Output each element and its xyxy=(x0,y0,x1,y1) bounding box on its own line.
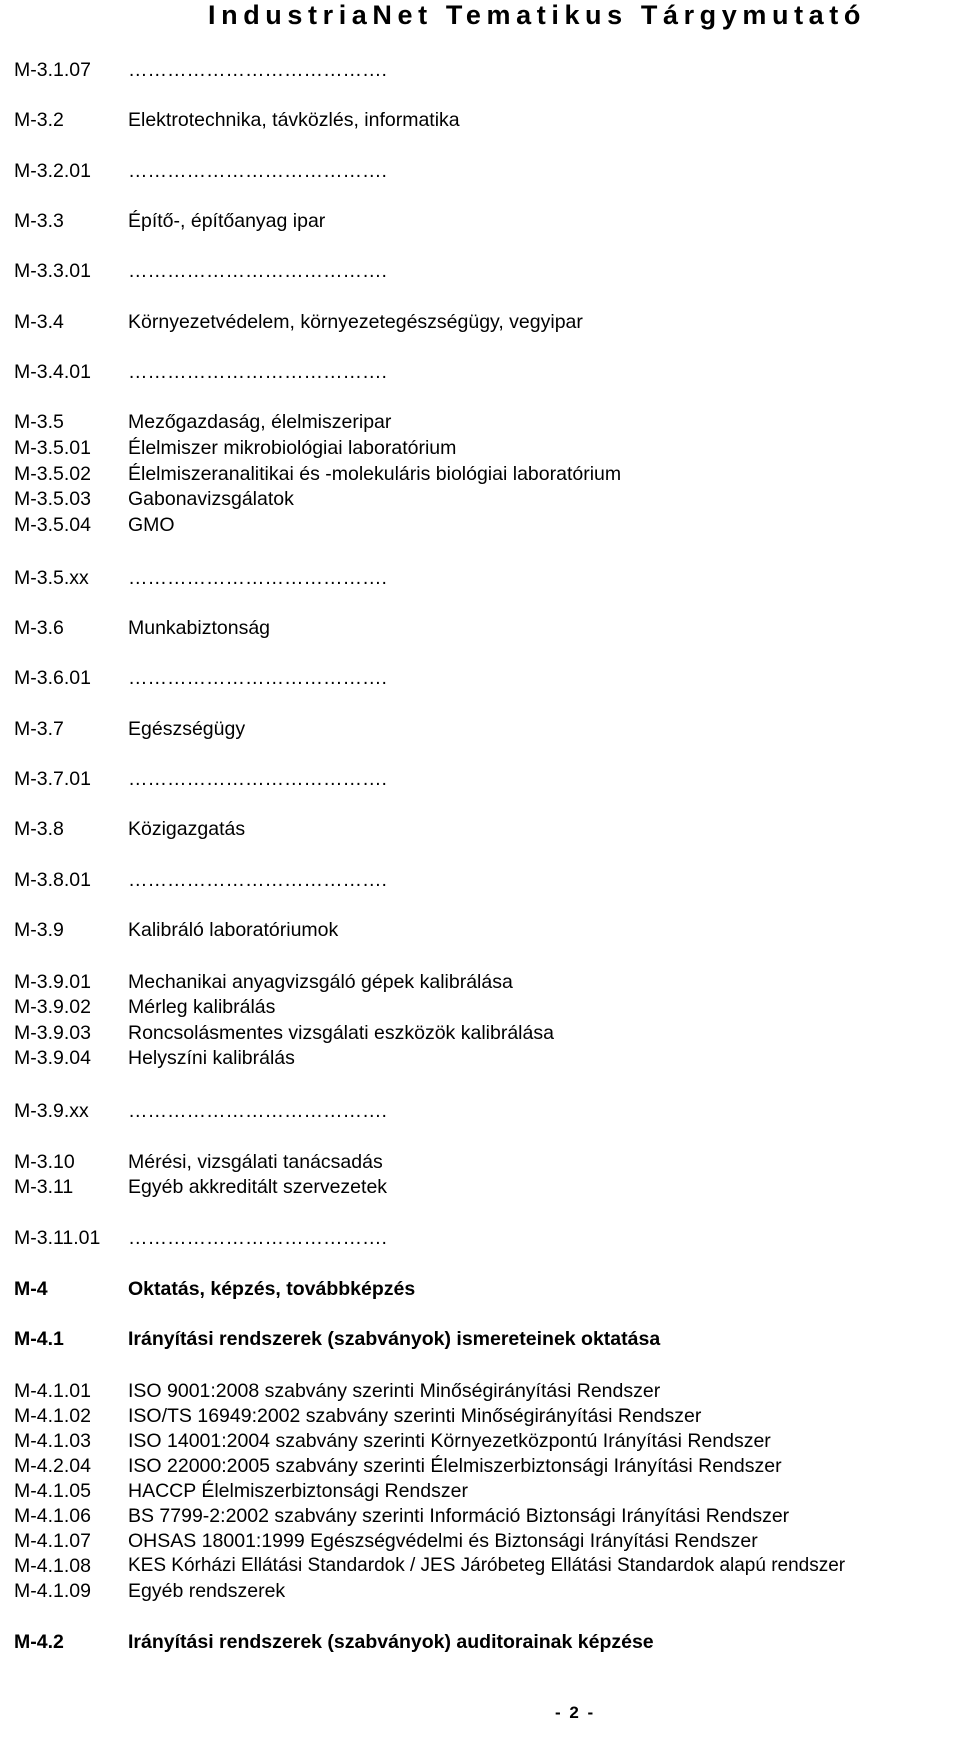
entry-code: M-3.7.01 xyxy=(14,768,91,790)
entry-code: M-3.4.01 xyxy=(14,361,91,383)
entry-code: M-3.9.04 xyxy=(14,1047,91,1069)
entry-text: …………………………………. xyxy=(128,160,387,182)
entry-text: Építő-, építőanyag ipar xyxy=(128,210,326,232)
entry-code: M-3.5 xyxy=(14,411,64,433)
entry-code: M-3.7 xyxy=(14,718,64,740)
entry-code: M-3.9.02 xyxy=(14,996,91,1018)
entry-code: M-3.4 xyxy=(14,311,64,333)
entry-code: M-4.1.06 xyxy=(14,1505,91,1527)
entry-code: M-3.9.01 xyxy=(14,971,91,993)
entry-text: …………………………………. xyxy=(128,59,387,81)
entry-code: M-3.2.01 xyxy=(14,160,91,182)
entry-text: Irányítási rendszerek (szabványok) auditorainak képzése xyxy=(128,1631,654,1653)
entry-text: ISO/TS 16949:2002 szabvány szerinti Minőségirányítási Rendszer xyxy=(128,1405,702,1427)
entry-code: M-3.9.03 xyxy=(14,1022,91,1044)
entry-text: Mérési, vizsgálati tanácsadás xyxy=(128,1151,383,1173)
entry-text: Irányítási rendszerek (szabványok) ismereteinek oktatása xyxy=(128,1328,661,1350)
entry-text: BS 7799-2:2002 szabvány szerinti Információ Biztonsági Irányítási Rendszer xyxy=(128,1505,790,1527)
entry-text: …………………………………. xyxy=(128,1100,387,1122)
entry-text: HACCP Élelmiszerbiztonsági Rendszer xyxy=(128,1480,468,1502)
entry-code: M-4.1.03 xyxy=(14,1430,91,1452)
entry-text: Egyéb akkreditált szervezetek xyxy=(128,1176,388,1198)
entry-text: ISO 9001:2008 szabvány szerinti Minőségirányítási Rendszer xyxy=(128,1380,661,1402)
entry-text: Elektrotechnika, távközlés, informatika xyxy=(128,109,460,131)
entry-code: M-3.11 xyxy=(14,1176,74,1198)
page-number: - 2 - xyxy=(555,1703,596,1722)
entry-code: M-3.1.07 xyxy=(14,59,91,81)
entry-code: M-4.1.09 xyxy=(14,1580,91,1602)
entry-code: M-4.2.04 xyxy=(14,1455,91,1477)
entry-text: OHSAS 18001:1999 Egészségvédelmi és Biztonsági Irányítási Rendszer xyxy=(128,1530,758,1552)
entry-text: …………………………………. xyxy=(128,768,387,790)
entry-code: M-4.1.08 xyxy=(14,1555,91,1577)
entry-code: M-4 xyxy=(14,1278,48,1300)
entry-code: M-4.1.05 xyxy=(14,1480,91,1502)
entry-text: …………………………………. xyxy=(128,667,387,689)
entry-text: Munkabiztonság xyxy=(128,617,271,639)
entry-text: Élelmiszer mikrobiológiai laboratórium xyxy=(128,437,457,459)
entry-text: …………………………………. xyxy=(128,567,387,589)
entry-text: …………………………………. xyxy=(128,260,387,282)
entry-text: Kalibráló laboratóriumok xyxy=(128,919,339,941)
entry-code: M-3.9 xyxy=(14,919,64,941)
entry-code: M-3.5.03 xyxy=(14,488,91,510)
entry-text: …………………………………. xyxy=(128,1227,387,1249)
entry-text: Helyszíni kalibrálás xyxy=(128,1047,295,1069)
entry-code: M-3.8.01 xyxy=(14,869,91,891)
page-title: IndustriaNet Tematikus Tárgymutató xyxy=(208,0,866,30)
entry-code: M-3.2 xyxy=(14,109,64,131)
entry-code: M-3.6 xyxy=(14,617,64,639)
entry-code: M-3.3 xyxy=(14,210,64,232)
entry-code: M-4.1.02 xyxy=(14,1405,91,1427)
entry-code: M-3.5.02 xyxy=(14,463,91,485)
entry-code: M-3.6.01 xyxy=(14,667,91,689)
entry-code: M-3.8 xyxy=(14,818,64,840)
entry-code: M-3.10 xyxy=(14,1151,75,1173)
entry-code: M-3.9.xx xyxy=(14,1100,89,1122)
entry-text: Roncsolásmentes vizsgálati eszközök kalibrálása xyxy=(128,1022,554,1044)
entry-code: M-4.2 xyxy=(14,1631,64,1653)
entry-text: Egészségügy xyxy=(128,718,246,740)
entry-text: Környezetvédelem, környezetegészségügy, vegyipar xyxy=(128,311,583,333)
entry-text: Mechanikai anyagvizsgáló gépek kalibrálása xyxy=(128,971,513,993)
entry-code: M-4.1 xyxy=(14,1328,64,1350)
entry-text: Élelmiszeranalitikai és -molekuláris biológiai laboratórium xyxy=(128,463,622,485)
entry-code: M-4.1.07 xyxy=(14,1530,91,1552)
entry-code: M-4.1.01 xyxy=(14,1380,91,1402)
entry-text: Gabonavizsgálatok xyxy=(128,488,294,510)
entry-text: …………………………………. xyxy=(128,869,387,891)
entry-text: Mérleg kalibrálás xyxy=(128,996,276,1018)
entry-text: Mezőgazdaság, élelmiszeripar xyxy=(128,411,392,433)
entry-text: Egyéb rendszerek xyxy=(128,1580,286,1602)
entry-text: ISO 22000:2005 szabvány szerinti Élelmiszerbiztonsági Irányítási Rendszer xyxy=(128,1455,782,1477)
entry-text: …………………………………. xyxy=(128,361,387,383)
entry-code: M-3.5.04 xyxy=(14,514,91,536)
entry-text: GMO xyxy=(128,514,175,536)
entry-text: Közigazgatás xyxy=(128,818,246,840)
entry-text: ISO 14001:2004 szabvány szerinti Környezetközpontú Irányítási Rendszer xyxy=(128,1430,771,1452)
entry-code: M-3.11.01 xyxy=(14,1227,101,1249)
entry-code: M-3.5.xx xyxy=(14,567,89,589)
entry-text: Oktatás, képzés, továbbképzés xyxy=(128,1278,416,1300)
entry-code: M-3.5.01 xyxy=(14,437,91,459)
entry-code: M-3.3.01 xyxy=(14,260,91,282)
entry-text: KES Kórházi Ellátási Standardok / JES Járóbeteg Ellátási Standardok alapú rendszer xyxy=(128,1555,846,1576)
